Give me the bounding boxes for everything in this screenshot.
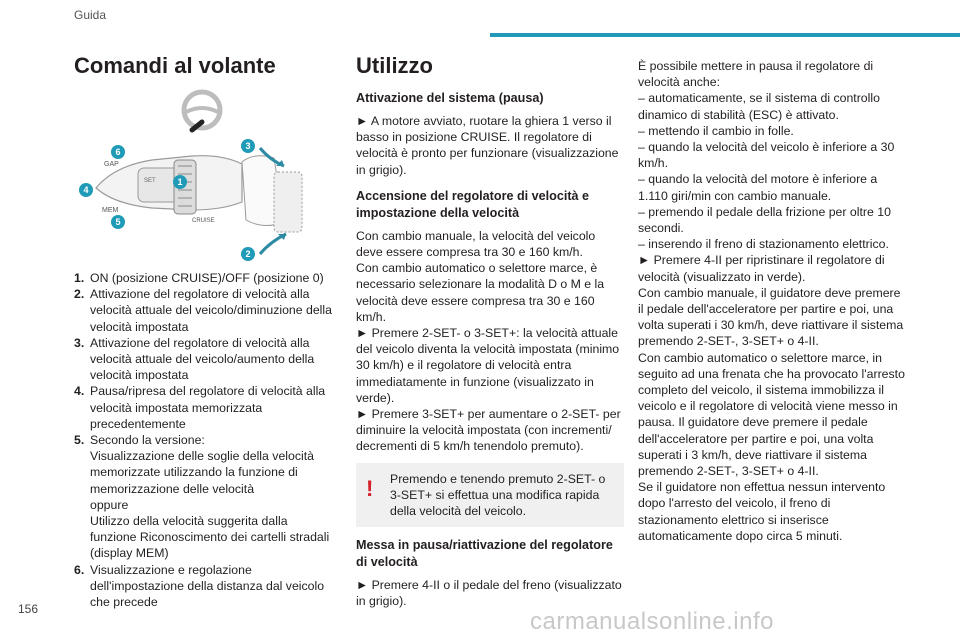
right-text-line: – quando la velocità del veicolo è inferiore a 30 km/h. bbox=[638, 140, 895, 171]
activation-paragraph-auto: Con cambio automatico o selettore marce, è necessario selezionare la modalità D o M e la velocità deve essere compresa tra 30 e 160 km/h. bbox=[356, 261, 605, 324]
callout-badge-2 bbox=[241, 247, 255, 261]
legend-item: 1. ON (posizione CRUISE)/OFF (posizione 0) bbox=[74, 271, 324, 285]
right-text-line: È possibile mettere in pausa il regolatore di velocità anche: bbox=[638, 59, 874, 90]
right-text-line: – automaticamente, se il sistema di controllo dinamico di stabilità (ESC) è attivato. bbox=[638, 91, 880, 122]
callout-badge-3 bbox=[241, 139, 255, 153]
gap-label: GAP bbox=[104, 161, 119, 168]
warning-icon: ! bbox=[366, 475, 374, 501]
right-column bbox=[638, 58, 908, 544]
controls-legend bbox=[74, 270, 336, 610]
page-number: 156 bbox=[18, 602, 39, 616]
legend-item: Visualizzazione delle soglie della velocità memorizzate utilizzando la funzione di memorizzazione delle velocità bbox=[90, 449, 314, 496]
callout-badge-1 bbox=[173, 175, 187, 189]
right-text-line: – quando la velocità del motore è inferiore a 1.110 giri/min con cambio manuale. bbox=[638, 172, 878, 203]
right-text-line: ► Premere 4-II per ripristinare il regolatore di velocità (visualizzato in verde). bbox=[638, 253, 885, 284]
middle-column bbox=[356, 52, 624, 610]
svg-text:6: 6 bbox=[115, 147, 121, 157]
callout-badge-5 bbox=[111, 215, 125, 229]
header-accent-bar bbox=[490, 33, 960, 37]
left-column bbox=[74, 52, 336, 610]
steering-controls-figure bbox=[74, 82, 336, 262]
usage-heading: Utilizzo bbox=[356, 53, 433, 78]
legend-item: 4. Pausa/ripresa del regolatore di velocità alla velocità impostata memorizzata precedentemente bbox=[74, 384, 326, 431]
right-text-line: Con cambio automatico o selettore marce, in seguito ad una frenata che ha provocato l'arresto completo del veicolo, il sistema immobilizza il veicolo e il regolatore di velocità viene messo in pausa. Il guidatore deve premere il pedale dell'acceleratore per partire e poi, una volta superati i 3 km/h, deve riattivare il sistema premendo 2-SET-, 3-SET+ o 4-II. bbox=[638, 350, 905, 479]
section-heading: Comandi al volante bbox=[74, 53, 276, 78]
activation-subheading: Accensione del regolatore di velocità e impostazione della velocità bbox=[356, 188, 590, 220]
legend-item: 2. Attivazione del regolatore di velocità alla velocità attuale del veicolo/diminuzione della velocità impostata bbox=[74, 287, 332, 334]
stalk-side-view-drawing bbox=[242, 148, 302, 254]
svg-text:2: 2 bbox=[245, 249, 251, 259]
svg-text:1: 1 bbox=[177, 177, 183, 187]
right-text-line: Se il guidatore non effettua nessun intervento dopo l'arresto del veicolo, il freno di stazionamento elettrico si inserisce automaticamente dopo circa 5 minuti. bbox=[638, 480, 886, 543]
cruise-stalk-drawing bbox=[96, 156, 242, 224]
activation-paragraph-adjust: ► Premere 3-SET+ per aumentare o 2-SET- per diminuire la velocità impostata (con incrementi/ decrementi di 5 km/h tenendolo premuto). bbox=[356, 407, 621, 454]
watermark: carmanualsonline.info bbox=[530, 608, 774, 635]
section-title: Guida bbox=[74, 8, 107, 22]
warning-note bbox=[356, 463, 624, 528]
callout-badge-6 bbox=[111, 145, 125, 159]
svg-text:3: 3 bbox=[245, 141, 251, 151]
callout-badge-4 bbox=[79, 183, 93, 197]
controls-illustration bbox=[74, 82, 336, 262]
resume-paragraph: ► Premere 4-II o il pedale del freno (visualizzato in grigio). bbox=[356, 578, 622, 609]
resume-subheading: Messa in pausa/riattivazione del regolatore di velocità bbox=[356, 538, 613, 570]
legend-item: oppure bbox=[90, 497, 129, 512]
cruise-label: CRUISE bbox=[192, 218, 215, 224]
legend-item: Utilizzo della velocità suggerita dalla funzione Riconoscimento dei cartelli stradali (display MEM) bbox=[90, 514, 330, 561]
warning-note-text: Premendo e tenendo premuto 2-SET- o 3-SET+ si effettua una modifica rapida della velocità del veicolo. bbox=[390, 471, 606, 519]
legend-item: 5. Secondo la versione: bbox=[74, 433, 205, 448]
set-label: SET bbox=[144, 178, 156, 184]
legend-item: 6. Visualizzazione e regolazione dell'impostazione della distanza dal veicolo che precede bbox=[74, 562, 325, 610]
mem-label: MEM bbox=[102, 207, 119, 214]
legend-item: 3. Attivazione del regolatore di velocità alla velocità attuale del veicolo/aumento della velocità impostata bbox=[74, 335, 315, 383]
activation-paragraph-manual: Con cambio manuale, la velocità del veicolo deve essere compresa tra 30 e 160 km/h. bbox=[356, 228, 596, 260]
right-text-line: – inserendo il freno di stazionamento elettrico. bbox=[638, 237, 889, 252]
activation-paragraph-set: ► Premere 2-SET- o 3-SET+: la velocità attuale del veicolo diventa la velocità impostata (minimo 30 km/h) e il regolatore di velocità entra immediatamente in funzione (visualizzato in verde). bbox=[356, 326, 620, 405]
right-text-line: – premendo il pedale della frizione per oltre 10 secondi. bbox=[638, 204, 891, 236]
svg-text:4: 4 bbox=[83, 185, 89, 195]
pause-subheading: Attivazione del sistema (pausa) bbox=[356, 91, 544, 105]
right-text-line: – mettendo il cambio in folle. bbox=[638, 123, 794, 138]
steering-wheel-icon bbox=[184, 92, 220, 130]
right-text-line: Con cambio manuale, il guidatore deve premere il pedale dell'acceleratore per partire e poi, una volta superati i 30 km/h, deve riattivare il sistema premendo 2-SET-, 3-SET+ o 4-II. bbox=[638, 285, 904, 349]
svg-text:5: 5 bbox=[115, 217, 121, 227]
pause-paragraph: ► A motore avviato, ruotare la ghiera 1 verso il basso in posizione CRUISE. Il regolatore di velocità è pronto per funzionare (visualizzazione in grigio). bbox=[356, 114, 619, 177]
